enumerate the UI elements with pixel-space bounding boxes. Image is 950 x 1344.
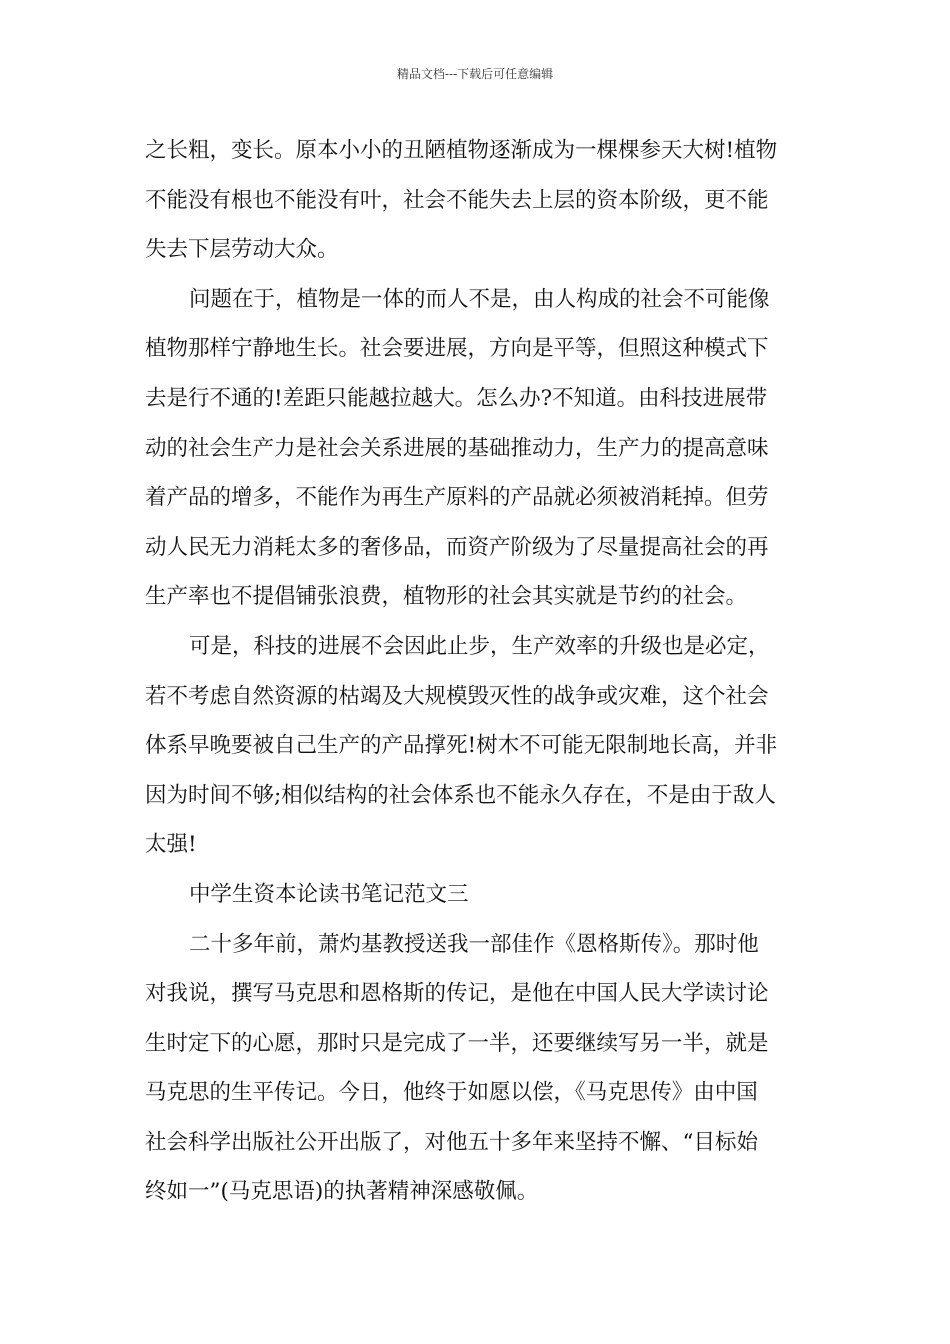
- text-line: 体系早晚要被自己生产的产品撑死!树木不可能无限制地长高，并非: [145, 733, 778, 759]
- text-line: 太强!: [145, 832, 197, 858]
- text-line: 之长粗，变长。原本小小的丑陋植物逐渐成为一棵棵参天大树!植物: [145, 138, 778, 163]
- paragraph-start-line: 二十多年前，萧灼基教授送我一部佳作《恩格斯传》。那时他: [189, 931, 759, 957]
- text-line: 因为时间不够;相似结构的社会体系也不能永久存在，不是由于敌人: [145, 782, 776, 808]
- text-line: 对我说，撰写马克思和恩格斯的传记，是他在中国人民大学读讨论: [145, 981, 769, 1007]
- text-line: 植物那样宁静地生长。社会要进展，方向是平等，但照这种模式下: [145, 336, 769, 362]
- page-header: 精品文档---下载后可任意编辑: [396, 67, 554, 81]
- text-line: 动人民无力消耗太多的奢侈品，而资产阶级为了尽量提高社会的再: [145, 534, 769, 560]
- text-line: 马克思的生平传记。今日，他终于如愿以偿，《马克思传》由中国: [145, 1080, 758, 1106]
- paragraph-start-line: 问题在于，植物是一体的而人不是，由人构成的社会不可能像: [189, 286, 770, 312]
- text-line: 不能没有根也不能没有叶，社会不能失去上层的资本阶级，更不能: [145, 187, 769, 213]
- section-heading: 中学生资本论读书笔记范文三: [189, 881, 469, 907]
- text-line: 生产率也不提倡铺张浪费，植物形的社会其实就是节约的社会。: [145, 584, 748, 610]
- document-body: [145, 131, 807, 1222]
- paragraph-start-line: 可是，科技的进展不会因此止步，生产效率的升级也是必定，: [189, 633, 770, 659]
- text-line: 去是行不通的!差距只能越拉越大。怎么办?不知道。由科技进展带: [145, 385, 768, 411]
- text-line: 终如一”(马克思语)的执著精神深感敬佩。: [145, 1179, 539, 1205]
- text-line: 社会科学出版社公开出版了，对他五十多年来坚持不懈、“目标始: [145, 1129, 758, 1155]
- text-line: 生时定下的心愿，那时只是完成了一半，还要继续写另一半，就是: [145, 1030, 769, 1056]
- text-line: 着产品的增多，不能作为再生产原料的产品就必须被消耗掉。但劳: [145, 485, 769, 511]
- text-line: 若不考虑自然资源的枯竭及大规模毁灭性的战争或灾难，这个社会: [145, 683, 769, 709]
- text-line: 失去下层劳动大众。: [145, 237, 339, 263]
- text-line: 动的社会生产力是社会关系进展的基础推动力，生产力的提高意味: [145, 435, 769, 461]
